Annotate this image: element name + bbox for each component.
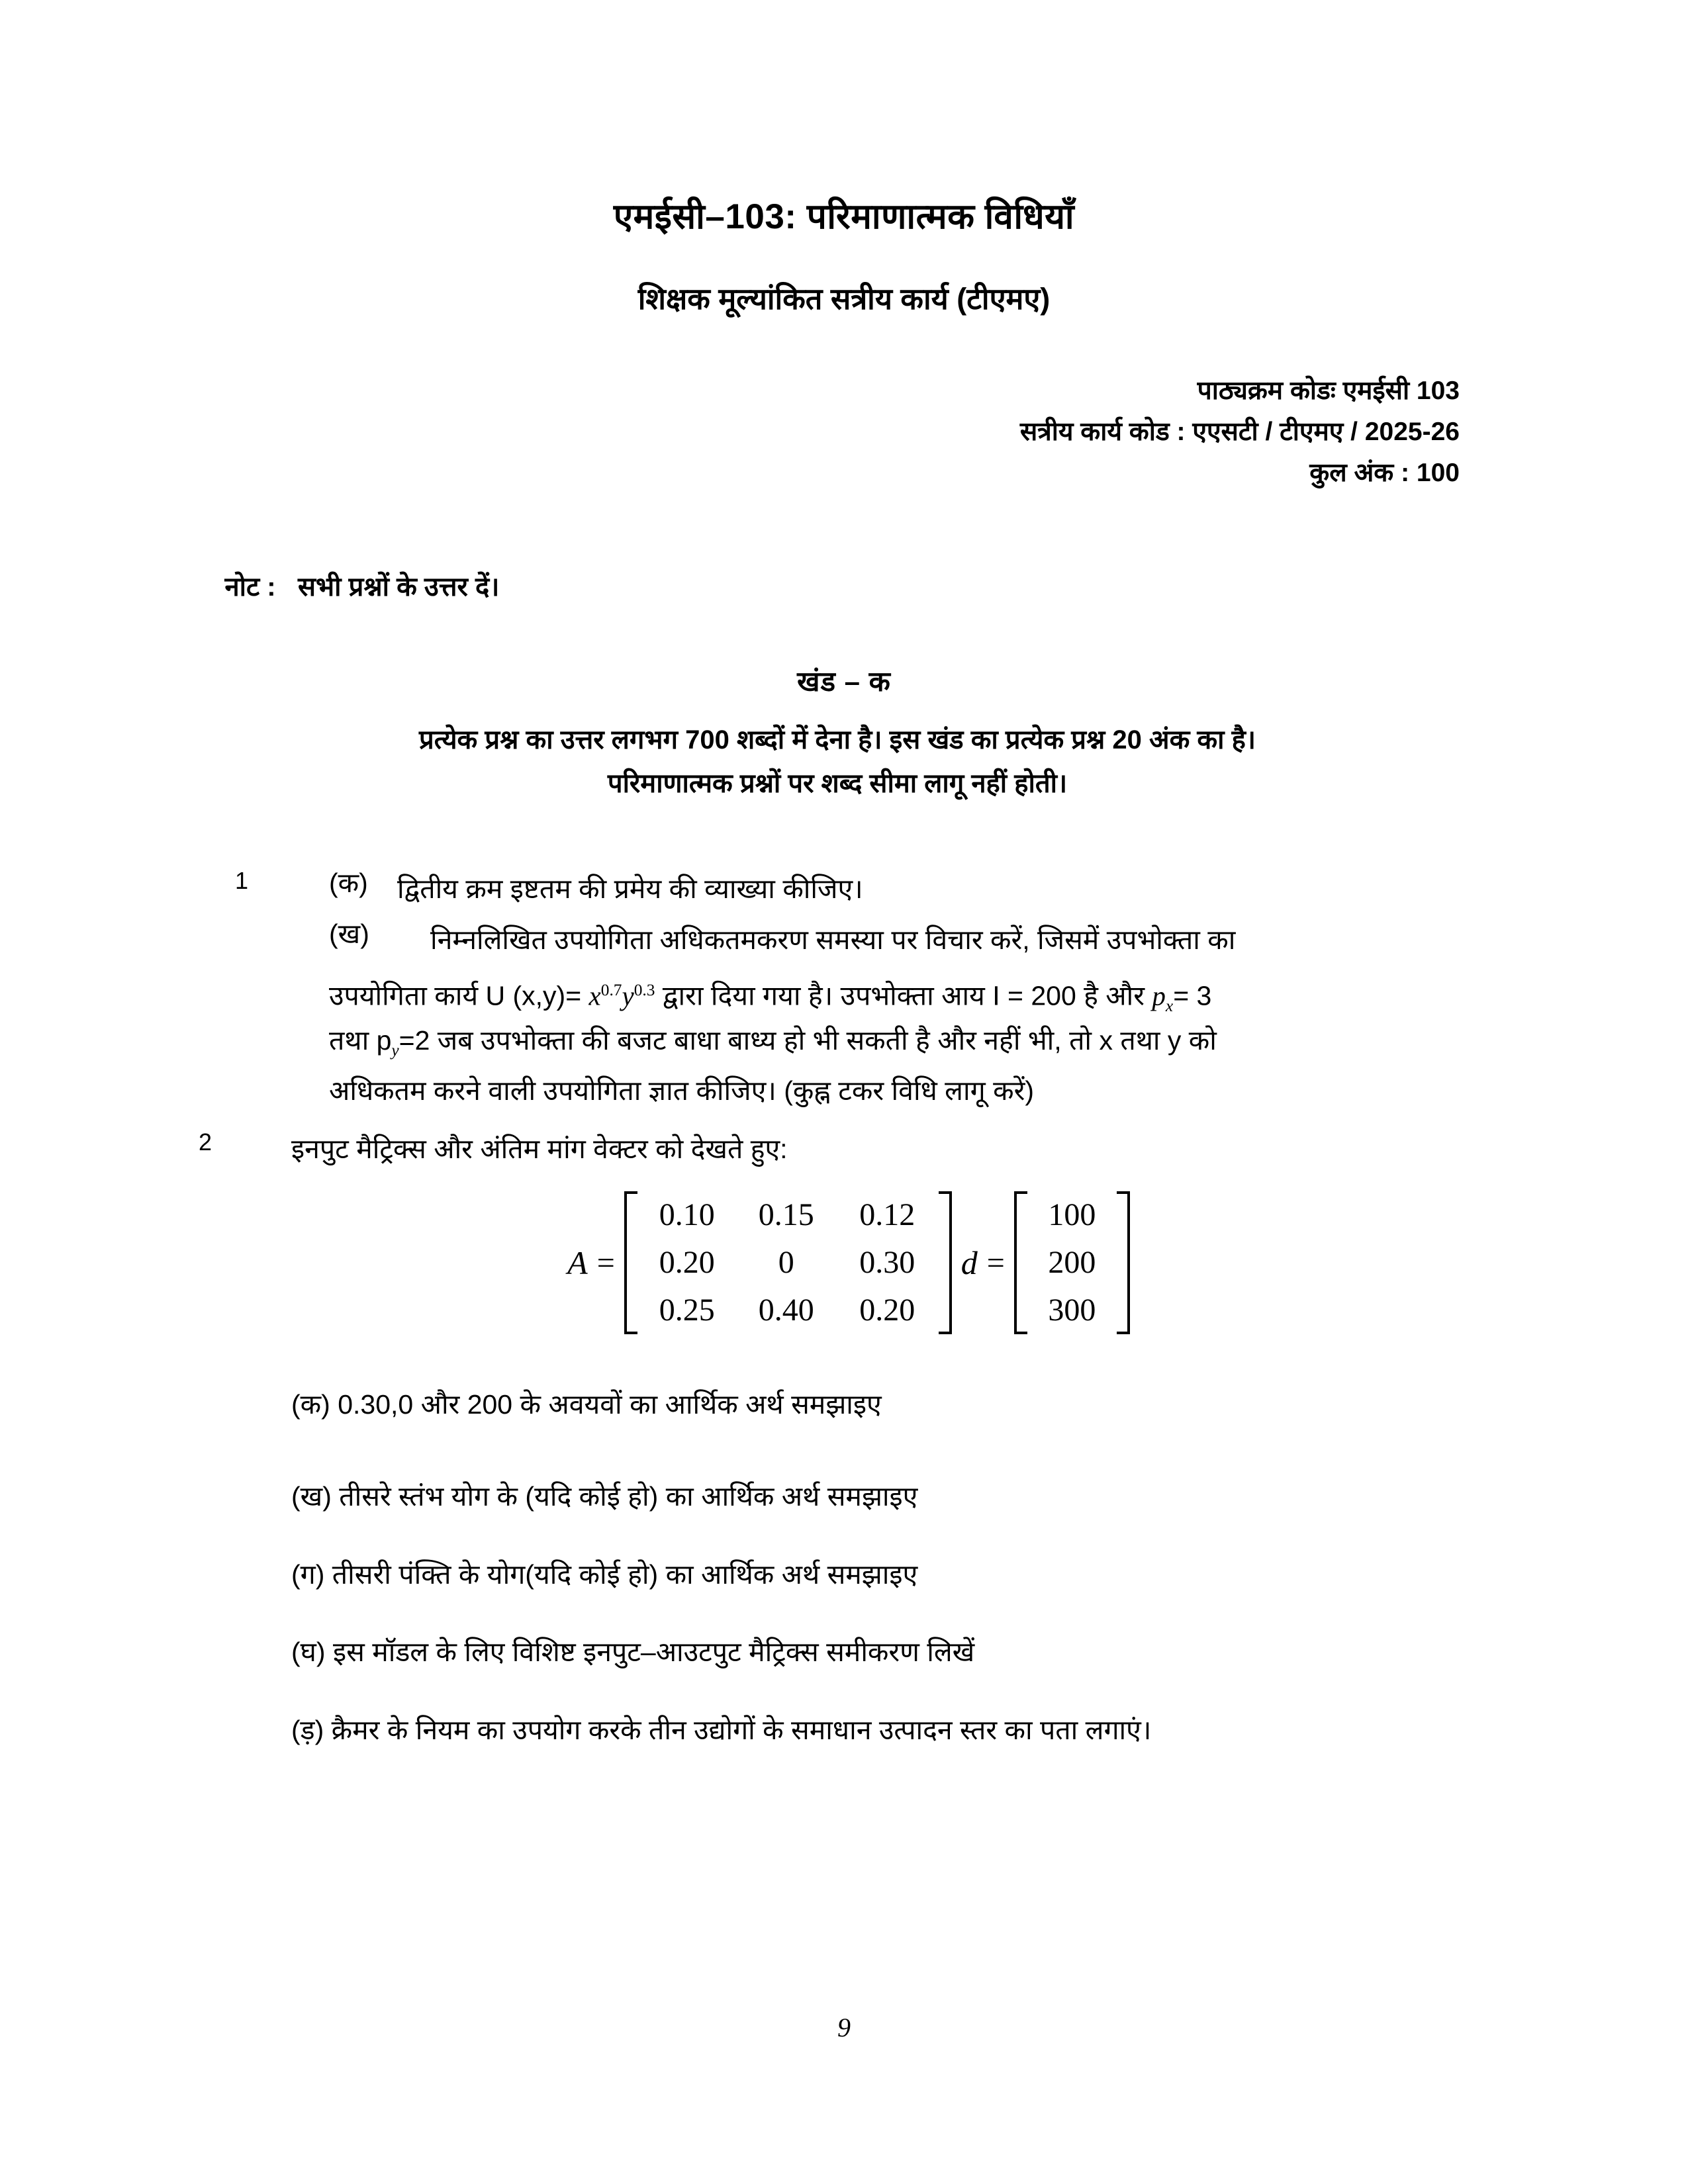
matrix-d-grid	[1027, 1191, 1117, 1334]
bracket-right-d	[1117, 1191, 1130, 1334]
question-1b-line1: निम्नलिखित उपयोगिता अधिकतमकरण समस्या पर विचार करें, जिसमें उपभोक्ता का	[430, 925, 1236, 955]
section-heading: खंड – क	[797, 666, 891, 697]
question-2b-text: तीसरे स्तंभ योग के (यदि कोई हो) का आर्थिक अर्थ समझाइए	[339, 1481, 918, 1512]
matrix-A	[624, 1191, 952, 1334]
bracket-left-d	[1014, 1191, 1027, 1334]
question-2b-label: (ख)	[291, 1481, 332, 1512]
q1b-var-px: p	[1152, 980, 1166, 1011]
question-1a-label: (क)	[329, 868, 368, 898]
q1b-line2-part-a: उपयोगिता कार्य U (x,y)=	[329, 980, 589, 1011]
matrix-A-cell: 0.40	[758, 1293, 814, 1328]
q1b-var-y: y	[622, 980, 634, 1011]
bracket-right-A	[939, 1191, 952, 1334]
course-code: पाठ्यक्रम कोडः एमईसी 103	[1197, 377, 1460, 405]
question-2a-label: (क)	[291, 1389, 330, 1420]
question-2e-text: क्रैमर के नियम का उपयोग करके तीन उद्योगों के समाधान उत्पादन स्तर का पता लगाएं।	[331, 1715, 1152, 1745]
matrix-A-equals: =	[596, 1245, 615, 1281]
question-2b	[291, 1477, 917, 1514]
q1b-exp-y: 0.3	[633, 981, 655, 999]
q1b-line2-part-c: = 3	[1173, 980, 1212, 1011]
question-2c	[291, 1555, 917, 1592]
matrix-d-cell: 200	[1048, 1245, 1096, 1280]
question-2d-text: इस मॉडल के लिए विशिष्ट इनपुट–आउटपुट मैट्रिक्स समीकरण लिखें	[332, 1637, 975, 1667]
matrix-A-cell: 0	[778, 1245, 794, 1280]
matrix-A-grid	[637, 1191, 939, 1334]
q1b-line3-part-a: तथा p	[329, 1025, 392, 1056]
question-2-number: 2	[199, 1128, 212, 1156]
matrix-A-cell: 0.12	[859, 1197, 915, 1232]
question-2d-label: (घ)	[291, 1637, 326, 1667]
question-1b-line4: अधिकतम करने वाली उपयोगिता ज्ञात कीजिए। (कुह्न टकर विधि लागू करें)	[329, 1075, 1034, 1106]
q1b-line2-part-b: द्वारा दिया गया है। उपभोक्ता आय I = 200 है और	[655, 980, 1152, 1011]
note-label: नोट :	[224, 572, 276, 602]
matrix-d-cell: 300	[1048, 1293, 1096, 1328]
matrix-A-cell: 0.15	[758, 1197, 814, 1232]
question-2a-text: 0.30,0 और 200 के अवयवों का आर्थिक अर्थ समझाइए	[338, 1389, 882, 1420]
question-2a	[291, 1385, 882, 1422]
matrix-equation	[0, 1191, 1688, 1334]
question-1b-label: (ख)	[329, 919, 369, 949]
assignment-code: सत्रीय कार्य कोड : एएसटी / टीएमए / 2025-26	[1019, 418, 1460, 446]
matrix-A-cell: 0.25	[659, 1293, 715, 1328]
question-1a-text: द्वितीय क्रम इष्टतम की प्रमेय की व्याख्या कीजिए।	[397, 874, 863, 904]
note-line	[195, 537, 499, 633]
matrix-d-label: d	[961, 1244, 978, 1281]
matrix-A-cell: 0.20	[859, 1293, 915, 1328]
question-2c-text: तीसरी पंक्ति के योग(यदि कोई हो) का आर्थिक अर्थ समझाइए	[332, 1559, 918, 1590]
question-2-stem: इनपुट मैट्रिक्स और अंतिम मांग वेक्टर को देखते हुए:	[291, 1134, 788, 1164]
matrix-A-cell: 0.10	[659, 1197, 715, 1232]
matrix-A-cell: 0.30	[859, 1245, 915, 1280]
note-text: सभी प्रश्नों के उत्तर दें।	[297, 572, 500, 602]
question-1-number: 1	[235, 867, 249, 894]
matrix-A-label: A	[567, 1244, 588, 1281]
matrix-A-cell: 0.20	[659, 1245, 715, 1280]
q1b-sub-px: x	[1165, 996, 1174, 1015]
question-2e-label: (ड़)	[291, 1715, 324, 1745]
q1b-sub-py: y	[391, 1041, 399, 1060]
question-2c-label: (ग)	[291, 1559, 325, 1590]
total-marks: कुल अंक : 100	[1309, 459, 1460, 487]
page-subtitle: शिक्षक मूल्यांकित सत्रीय कार्य (टीएमए)	[637, 282, 1051, 316]
page-number: 9	[837, 2013, 851, 2042]
question-2d	[291, 1633, 974, 1670]
bracket-left-A	[624, 1191, 637, 1334]
q1b-exp-x: 0.7	[600, 981, 622, 999]
section-instruction-line1: प्रत्येक प्रश्न का उत्तर लगभग 700 शब्दों में देना है। इस खंड का प्रत्येक प्रश्न 20 अंक का है।	[418, 725, 1256, 754]
q1b-line3-part-b: =2 जब उपभोक्ता की बजट बाधा बाध्य हो भी सकती है और नहीं भी, तो x तथा y को	[399, 1025, 1217, 1056]
matrix-d-cell: 100	[1048, 1197, 1096, 1232]
matrix-d	[1014, 1191, 1130, 1334]
page-title: एमईसी–103: परिमाणात्मक विधियाँ	[613, 197, 1075, 236]
question-2e	[291, 1711, 1151, 1748]
assignment-meta	[1020, 371, 1460, 494]
section-instruction-line2: परिमाणात्मक प्रश्नों पर शब्द सीमा लागू नहीं होती।	[607, 769, 1068, 798]
matrix-d-equals: =	[986, 1245, 1005, 1281]
q1b-var-x: x	[588, 980, 601, 1011]
section-instruction	[179, 718, 1496, 805]
